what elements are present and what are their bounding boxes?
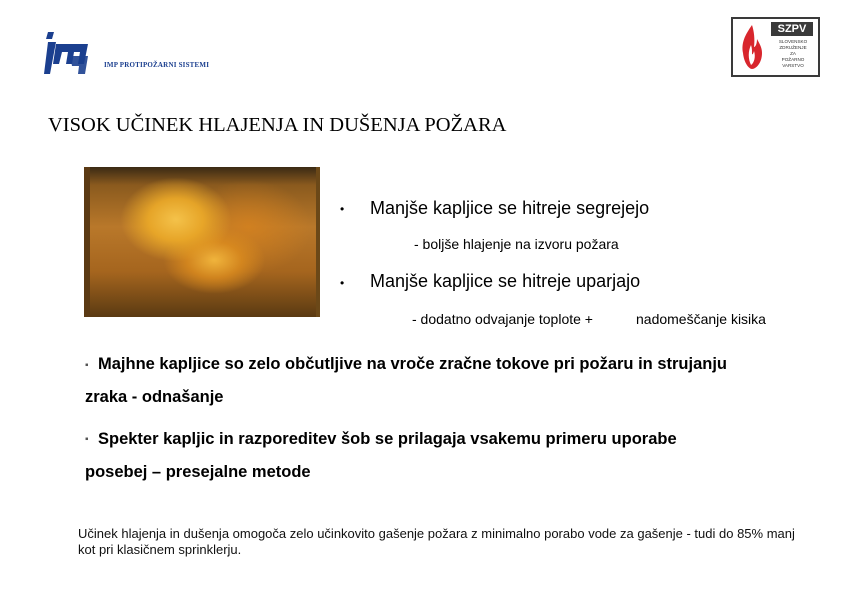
- slide-title: VISOK UČINEK HLAJENJA IN DUŠENJA POŽARA: [48, 114, 507, 136]
- bullet-text: Manjše kapljice se hitreje uparjajo: [370, 271, 641, 291]
- bullet-marker: •: [340, 202, 345, 216]
- bullet-subtext: - dodatno odvajanje toplote +: [412, 311, 593, 327]
- szpv-title: SZPV: [771, 22, 813, 36]
- point-text-continuation: zraka - odnašanje: [85, 388, 224, 406]
- fire-photo: [84, 167, 320, 317]
- square-bullet-icon: ▪: [85, 434, 89, 445]
- footnote: Učinek hlajenja in dušenja omogoča zelo učinkovito gašenje požara z minimalno porabo vode za gašenje - tudi do 85% manj kot pri klasičnem sprinklerju.: [78, 526, 795, 557]
- company-name: IMP PROTIPOŽARNI SISTEMI: [104, 61, 210, 69]
- bullet-text: Manjše kapljice se hitreje segrejejo: [370, 198, 650, 218]
- bullet-marker: •: [340, 276, 345, 290]
- point-text-continuation: posebej – presejalne metode: [85, 463, 311, 481]
- szpv-subtitle: SLOVENSKO ZDRUŽENJE ZA POŽARNO VARSTVO: [778, 39, 808, 68]
- bullet-subtext: nadomeščanje kisika: [636, 311, 766, 327]
- flame-icon: [737, 23, 767, 71]
- point-text: Spekter kapljic in razporeditev šob se prilagaja vsakemu primeru uporabe: [98, 430, 677, 448]
- szpv-logo: [731, 17, 820, 77]
- square-bullet-icon: ▪: [85, 360, 89, 371]
- bullet-subtext: - boljše hlajenje na izvoru požara: [414, 236, 619, 252]
- imp-logo: [42, 30, 90, 76]
- point-text: Majhne kapljice so zelo občutljive na vroče zračne tokove pri požaru in strujanju: [98, 355, 727, 373]
